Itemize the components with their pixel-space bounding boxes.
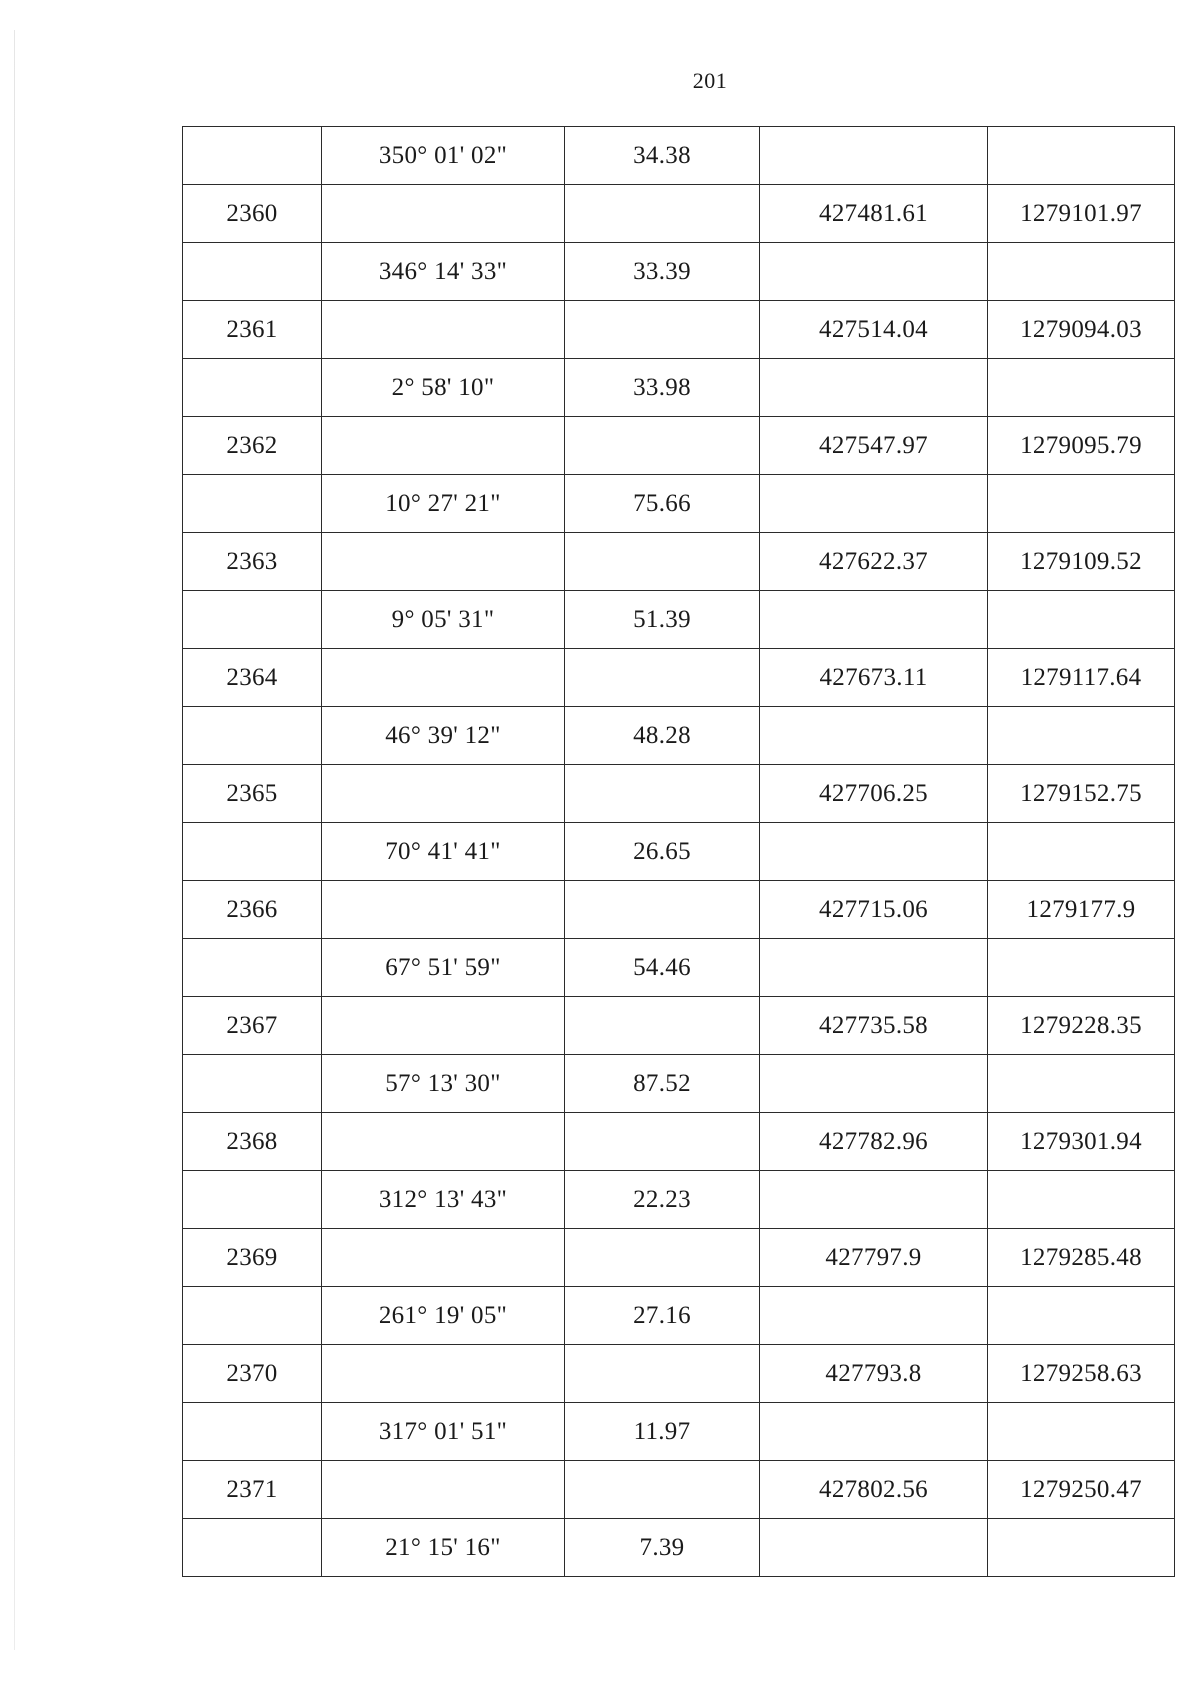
distance-cell bbox=[565, 533, 760, 591]
easting-cell bbox=[988, 707, 1175, 765]
bearing-cell bbox=[322, 881, 565, 939]
station-cell: 2365 bbox=[183, 765, 322, 823]
station-cell bbox=[183, 1403, 322, 1461]
station-cell bbox=[183, 243, 322, 301]
easting-cell bbox=[988, 127, 1175, 185]
distance-cell bbox=[565, 1113, 760, 1171]
easting-cell bbox=[988, 1403, 1175, 1461]
table-row bbox=[183, 649, 1175, 707]
table-row bbox=[183, 301, 1175, 359]
distance-cell: 7.39 bbox=[565, 1519, 760, 1577]
bearing-cell: 350° 01' 02" bbox=[322, 127, 565, 185]
bearing-cell: 2° 58' 10" bbox=[322, 359, 565, 417]
bearing-cell: 10° 27' 21" bbox=[322, 475, 565, 533]
table-row bbox=[183, 1461, 1175, 1519]
table-row bbox=[183, 475, 1175, 533]
bearing-cell: 317° 01' 51" bbox=[322, 1403, 565, 1461]
table-row bbox=[183, 185, 1175, 243]
bearing-cell bbox=[322, 1229, 565, 1287]
easting-cell: 1279258.63 bbox=[988, 1345, 1175, 1403]
easting-cell bbox=[988, 1055, 1175, 1113]
easting-cell: 1279285.48 bbox=[988, 1229, 1175, 1287]
northing-cell bbox=[760, 823, 988, 881]
table-row bbox=[183, 243, 1175, 301]
bearing-cell bbox=[322, 533, 565, 591]
northing-cell: 427481.61 bbox=[760, 185, 988, 243]
bearing-cell bbox=[322, 1113, 565, 1171]
station-cell bbox=[183, 591, 322, 649]
distance-cell bbox=[565, 649, 760, 707]
station-cell: 2366 bbox=[183, 881, 322, 939]
bearing-cell bbox=[322, 765, 565, 823]
bearing-cell: 46° 39' 12" bbox=[322, 707, 565, 765]
distance-cell: 11.97 bbox=[565, 1403, 760, 1461]
bearing-cell bbox=[322, 997, 565, 1055]
easting-cell: 1279117.64 bbox=[988, 649, 1175, 707]
easting-cell: 1279177.9 bbox=[988, 881, 1175, 939]
distance-cell bbox=[565, 185, 760, 243]
table-row bbox=[183, 1287, 1175, 1345]
northing-cell: 427802.56 bbox=[760, 1461, 988, 1519]
station-cell: 2364 bbox=[183, 649, 322, 707]
northing-cell bbox=[760, 127, 988, 185]
bearing-cell bbox=[322, 301, 565, 359]
table-row bbox=[183, 533, 1175, 591]
easting-cell: 1279228.35 bbox=[988, 997, 1175, 1055]
distance-cell: 26.65 bbox=[565, 823, 760, 881]
easting-cell bbox=[988, 591, 1175, 649]
station-cell bbox=[183, 127, 322, 185]
easting-cell bbox=[988, 1171, 1175, 1229]
northing-cell bbox=[760, 359, 988, 417]
bearing-cell bbox=[322, 417, 565, 475]
northing-cell bbox=[760, 1287, 988, 1345]
scan-margin-line bbox=[14, 30, 15, 1650]
distance-cell: 51.39 bbox=[565, 591, 760, 649]
distance-cell: 48.28 bbox=[565, 707, 760, 765]
distance-cell: 54.46 bbox=[565, 939, 760, 997]
table-row bbox=[183, 591, 1175, 649]
northing-cell: 427782.96 bbox=[760, 1113, 988, 1171]
distance-cell: 27.16 bbox=[565, 1287, 760, 1345]
coordinate-table bbox=[182, 126, 1175, 1577]
table-row bbox=[183, 1519, 1175, 1577]
distance-cell: 33.98 bbox=[565, 359, 760, 417]
bearing-cell bbox=[322, 1461, 565, 1519]
easting-cell: 1279101.97 bbox=[988, 185, 1175, 243]
distance-cell bbox=[565, 881, 760, 939]
northing-cell: 427547.97 bbox=[760, 417, 988, 475]
distance-cell bbox=[565, 1345, 760, 1403]
table-row bbox=[183, 1229, 1175, 1287]
distance-cell bbox=[565, 765, 760, 823]
distance-cell: 33.39 bbox=[565, 243, 760, 301]
bearing-cell: 67° 51' 59" bbox=[322, 939, 565, 997]
table-row bbox=[183, 1403, 1175, 1461]
station-cell: 2367 bbox=[183, 997, 322, 1055]
bearing-cell: 70° 41' 41" bbox=[322, 823, 565, 881]
bearing-cell bbox=[322, 185, 565, 243]
northing-cell: 427715.06 bbox=[760, 881, 988, 939]
northing-cell bbox=[760, 1519, 988, 1577]
distance-cell bbox=[565, 1229, 760, 1287]
bearing-cell: 312° 13' 43" bbox=[322, 1171, 565, 1229]
northing-cell bbox=[760, 1055, 988, 1113]
station-cell: 2361 bbox=[183, 301, 322, 359]
northing-cell bbox=[760, 591, 988, 649]
easting-cell bbox=[988, 823, 1175, 881]
distance-cell bbox=[565, 417, 760, 475]
table-row bbox=[183, 359, 1175, 417]
northing-cell bbox=[760, 1403, 988, 1461]
table-body bbox=[183, 127, 1175, 1577]
station-cell: 2369 bbox=[183, 1229, 322, 1287]
northing-cell: 427514.04 bbox=[760, 301, 988, 359]
bearing-cell: 346° 14' 33" bbox=[322, 243, 565, 301]
easting-cell bbox=[988, 939, 1175, 997]
northing-cell bbox=[760, 939, 988, 997]
easting-cell: 1279301.94 bbox=[988, 1113, 1175, 1171]
station-cell bbox=[183, 1055, 322, 1113]
station-cell bbox=[183, 1171, 322, 1229]
station-cell bbox=[183, 823, 322, 881]
easting-cell bbox=[988, 243, 1175, 301]
northing-cell: 427673.11 bbox=[760, 649, 988, 707]
northing-cell: 427797.9 bbox=[760, 1229, 988, 1287]
distance-cell bbox=[565, 997, 760, 1055]
table-row bbox=[183, 1055, 1175, 1113]
northing-cell: 427735.58 bbox=[760, 997, 988, 1055]
bearing-cell: 9° 05' 31" bbox=[322, 591, 565, 649]
easting-cell: 1279109.52 bbox=[988, 533, 1175, 591]
distance-cell: 34.38 bbox=[565, 127, 760, 185]
distance-cell: 75.66 bbox=[565, 475, 760, 533]
northing-cell: 427793.8 bbox=[760, 1345, 988, 1403]
bearing-cell bbox=[322, 1345, 565, 1403]
station-cell bbox=[183, 939, 322, 997]
table-row bbox=[183, 707, 1175, 765]
table-row bbox=[183, 997, 1175, 1055]
station-cell bbox=[183, 707, 322, 765]
easting-cell bbox=[988, 1519, 1175, 1577]
station-cell: 2371 bbox=[183, 1461, 322, 1519]
distance-cell bbox=[565, 301, 760, 359]
station-cell: 2360 bbox=[183, 185, 322, 243]
easting-cell bbox=[988, 1287, 1175, 1345]
station-cell bbox=[183, 1519, 322, 1577]
bearing-cell: 261° 19' 05" bbox=[322, 1287, 565, 1345]
bearing-cell: 57° 13' 30" bbox=[322, 1055, 565, 1113]
bearing-cell: 21° 15' 16" bbox=[322, 1519, 565, 1577]
station-cell bbox=[183, 475, 322, 533]
easting-cell bbox=[988, 475, 1175, 533]
northing-cell bbox=[760, 475, 988, 533]
easting-cell: 1279095.79 bbox=[988, 417, 1175, 475]
table-row bbox=[183, 1345, 1175, 1403]
easting-cell bbox=[988, 359, 1175, 417]
station-cell: 2368 bbox=[183, 1113, 322, 1171]
station-cell bbox=[183, 359, 322, 417]
distance-cell: 22.23 bbox=[565, 1171, 760, 1229]
table-row bbox=[183, 1171, 1175, 1229]
northing-cell: 427622.37 bbox=[760, 533, 988, 591]
table-row bbox=[183, 939, 1175, 997]
distance-cell: 87.52 bbox=[565, 1055, 760, 1113]
northing-cell: 427706.25 bbox=[760, 765, 988, 823]
table-row bbox=[183, 127, 1175, 185]
page-number: 201 bbox=[692, 68, 728, 93]
northing-cell bbox=[760, 243, 988, 301]
northing-cell bbox=[760, 1171, 988, 1229]
station-cell: 2370 bbox=[183, 1345, 322, 1403]
bearing-cell bbox=[322, 649, 565, 707]
table-row bbox=[183, 765, 1175, 823]
easting-cell: 1279152.75 bbox=[988, 765, 1175, 823]
table-row bbox=[183, 881, 1175, 939]
easting-cell: 1279094.03 bbox=[988, 301, 1175, 359]
station-cell bbox=[183, 1287, 322, 1345]
table-row bbox=[183, 417, 1175, 475]
northing-cell bbox=[760, 707, 988, 765]
table-row bbox=[183, 823, 1175, 881]
station-cell: 2363 bbox=[183, 533, 322, 591]
distance-cell bbox=[565, 1461, 760, 1519]
station-cell: 2362 bbox=[183, 417, 322, 475]
table-row bbox=[183, 1113, 1175, 1171]
easting-cell: 1279250.47 bbox=[988, 1461, 1175, 1519]
